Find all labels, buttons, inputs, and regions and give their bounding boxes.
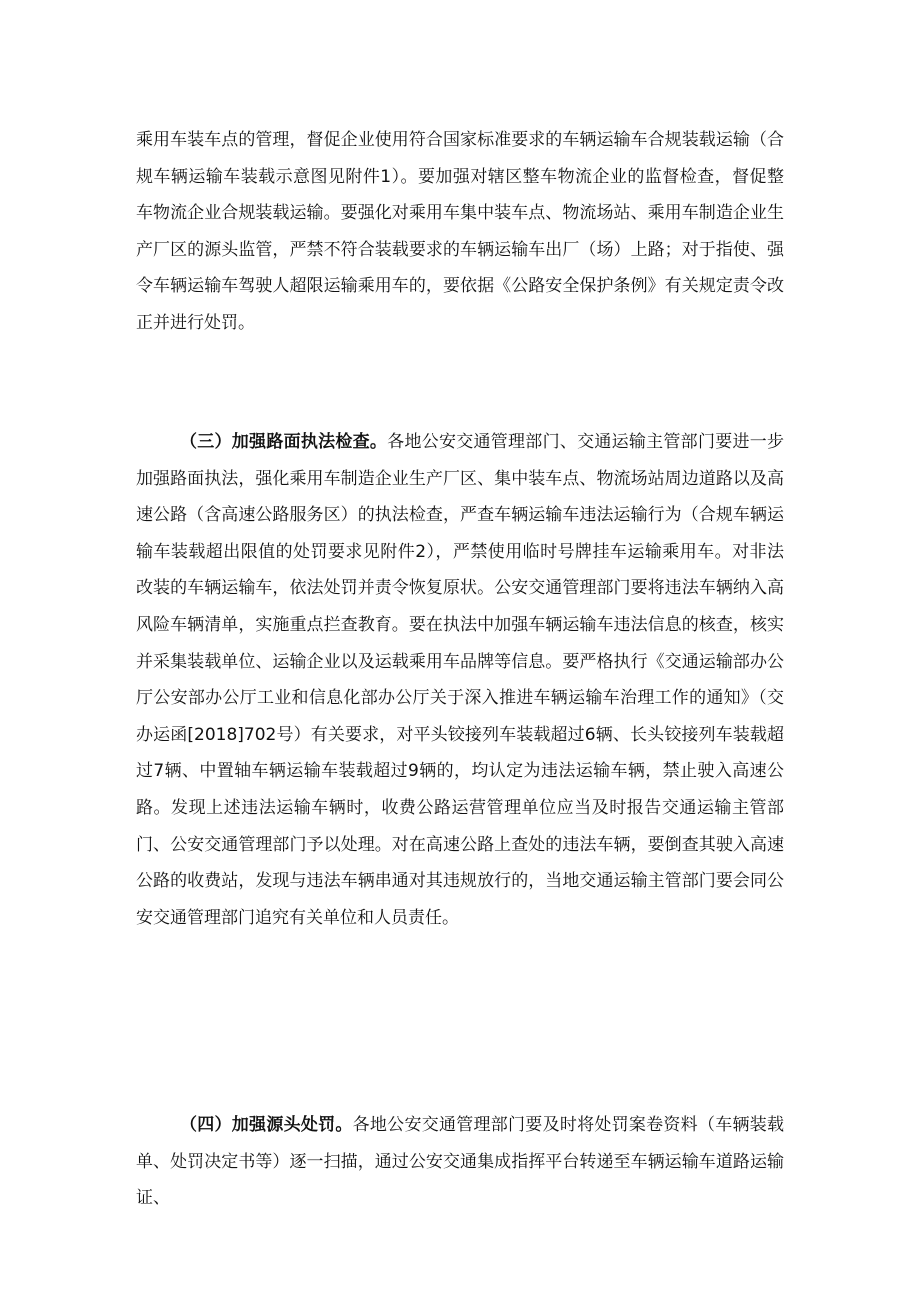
section-4-heading: （四）加强源头处罚。: [180, 1115, 353, 1135]
section-4-text: 各地公安交通管理部门要及时将处罚案卷资料（车辆装载单、处罚决定书等）逐一扫描，通过公安交通集成指挥平台转递至车辆运输车道路运输证、: [136, 1115, 785, 1209]
section-3-text: 各地公安交通管理部门、交通运输主管部门要进一步加强路面执法，强化乘用车制造企业生产厂区、集中装车点、物流场站周边道路以及高速公路（含高速公路服务区）的执法检查，严查车辆运输车违法运输行为（合规车辆运输车装载超出限值的处罚要求见附件2），严禁使用临时号牌挂车运输乘用车。对非法改装的车辆运输车，依法处罚并责令恢复原状。公安交通管理部门要将违法车辆纳入高风险车辆清单，实施重点拦查教育。要在执法中加强车辆运输车违法信息的核查，核实并采集装载单位、运输企业以及运载乘用车品牌等信息。要严格执行《交通运输部办公厅公安部办公厅工业和信息化部办公厅关于深入推进车辆运输车治理工作的通知》（交办运函[2018]702号）有关要求，对平头铰接列车装载超过6辆、长头铰接列车装载超过7辆、中置轴车辆运输车装载超过9辆的，均认定为违法运输车辆，禁止驶入高速公路。发现上述违法运输车辆时，收费公路运营管理单位应当及时报告交通运输主管部门、公安交通管理部门予以处理。对在高速公路上查处的违法车辆，要倒查其驶入高速公路的收费站，发现与违法车辆串通对其违规放行的，当地交通运输主管部门要会同公安交通管理部门追究有关单位和人员责任。: [136, 432, 785, 928]
paragraph-section-4: [136, 1107, 784, 1217]
paragraph-1-text: 乘用车装车点的管理，督促企业使用符合国家标准要求的车辆运输车合规装载运输（合规车辆运输车装载示意图见附件1）。要加强对辖区整车物流企业的监督检查，督促整车物流企业合规装载运输。要强化对乘用车集中装车点、物流场站、乘用车制造企业生产厂区的源头监管，严禁不符合装载要求的车辆运输车出厂（场）上路；对于指使、强令车辆运输车驾驶人超限运输乘用车的，要依据《公路安全保护条例》有关规定责令改正并进行处罚。: [136, 130, 784, 333]
section-3-heading: （三）加强路面执法检查。: [180, 432, 388, 452]
paragraph-continuation: [136, 122, 784, 342]
paragraph-section-3: [136, 424, 784, 936]
